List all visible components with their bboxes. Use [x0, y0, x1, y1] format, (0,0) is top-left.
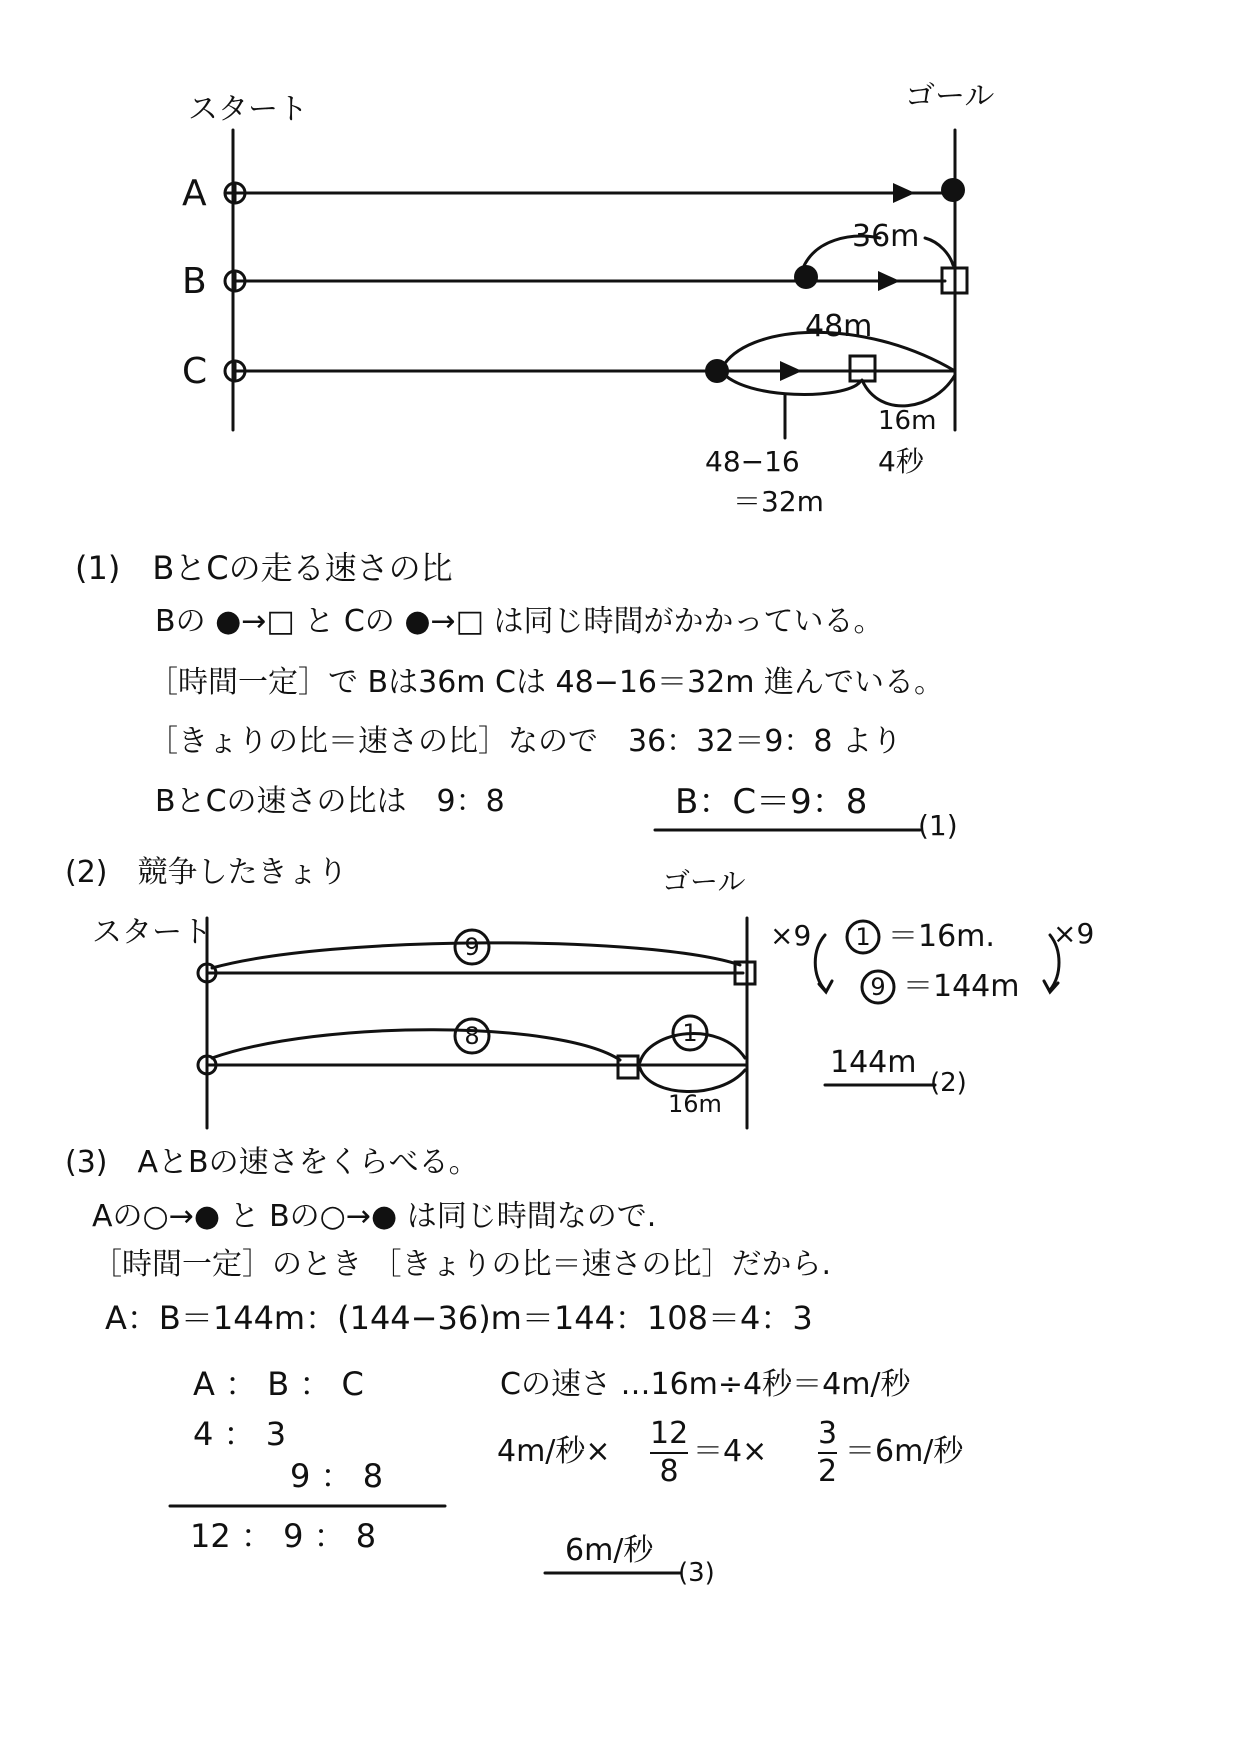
frac1-den: 8	[659, 1453, 679, 1489]
start-label: スタート	[188, 92, 308, 127]
part1-line1: Bの ●→□ と Cの ●→□ は同じ時間がかかっている。	[155, 604, 884, 639]
c-square-marker	[850, 356, 875, 381]
part3-answer: 6m/秒	[565, 1533, 654, 1568]
p2-arc-8	[212, 1030, 620, 1060]
c-calc-line1: 48−16	[705, 445, 800, 478]
part2-heading: (2) 競争したきょり	[65, 855, 348, 890]
c-calc-line2: ＝32m	[733, 485, 824, 518]
frac2-den: 2	[818, 1453, 838, 1489]
b-arrow-icon	[878, 271, 900, 291]
c-arc-label: 48m	[805, 309, 873, 344]
c-time-label: 4秒	[878, 445, 924, 478]
calc-prefix: 4m/秒×	[497, 1434, 611, 1469]
goal-label: ゴール	[905, 79, 995, 114]
c-arrow-icon	[780, 361, 802, 381]
p2-start-label: スタート	[92, 915, 212, 950]
part1-line2: ［時間一定］で Bは36m Cは 48−16＝32m 進んでいる。	[148, 665, 944, 700]
scale-arrow-left	[815, 935, 825, 990]
runner-b-label: B	[182, 261, 207, 302]
calc-mid: ＝4×	[693, 1434, 768, 1469]
part3-line1: Aの○→● と Bの○→● は同じ時間なので.	[92, 1199, 657, 1234]
fraction-3-2	[818, 1418, 837, 1487]
eq1-value: ＝16m.	[888, 919, 995, 954]
p2-arc-1-bottom	[640, 1068, 745, 1092]
circle-1-text: 1	[682, 1019, 698, 1047]
eq-circle-1-text: 1	[855, 923, 871, 951]
part2-answer-tag: (2)	[930, 1068, 967, 1098]
part1-line4: BとCの速さの比は 9：8	[155, 784, 505, 819]
ratio-result: 12 ： 9 ： 8	[190, 1517, 377, 1555]
c-position-dot	[705, 359, 729, 383]
c-remaining-label: 16m	[878, 406, 937, 436]
ratio-header: A ： B ： C	[193, 1365, 364, 1403]
frac2-num: 3	[818, 1416, 838, 1451]
circle-9-text: 9	[464, 933, 480, 961]
c-speed-line: Cの速さ …16m÷4秒＝4m/秒	[500, 1367, 911, 1402]
scale-right-label: ×9	[1053, 917, 1095, 950]
ratio-row1: 4 ： 3	[193, 1415, 287, 1453]
part3-line2: ［時間一定］のとき ［きょりの比＝速さの比］だから.	[92, 1247, 832, 1282]
part1-line3: ［きょりの比＝速さの比］なので 36：32＝9：8 より	[148, 724, 903, 759]
runner-c-label: C	[182, 351, 208, 392]
part3-heading: (3) AとBの速さをくらべる。	[65, 1145, 479, 1180]
part1-answer: B：C＝9：8	[675, 782, 868, 822]
eq-circle-9-text: 9	[870, 973, 886, 1001]
circle-8-text: 8	[464, 1022, 480, 1050]
b-gap-label: 36m	[852, 219, 920, 254]
a-arrow-icon	[893, 183, 915, 203]
scale-left-label: ×9	[770, 919, 812, 952]
part3-line3: A：B＝144m：(144−36)m＝144：108＝4：3	[105, 1299, 813, 1337]
part3-answer-tag: (3)	[678, 1558, 715, 1588]
ratio-row2: 9 ： 8	[290, 1457, 384, 1495]
part2-answer: 144m	[830, 1045, 917, 1080]
fraction-12-8	[650, 1418, 688, 1487]
calc-suffix: ＝6m/秒	[845, 1434, 964, 1469]
frac1-num: 12	[650, 1416, 689, 1451]
part1-answer-tag: (1)	[918, 809, 958, 842]
b-position-dot	[794, 265, 818, 289]
p2-gap-distance: 16m	[668, 1090, 722, 1118]
runner-a-label: A	[182, 173, 207, 214]
part1-heading: (1) BとCの走る速さの比	[75, 549, 453, 587]
p2-goal-label: ゴール	[662, 865, 746, 898]
a-finish-dot	[941, 178, 965, 202]
eq2-value: ＝144m	[903, 969, 1020, 1004]
